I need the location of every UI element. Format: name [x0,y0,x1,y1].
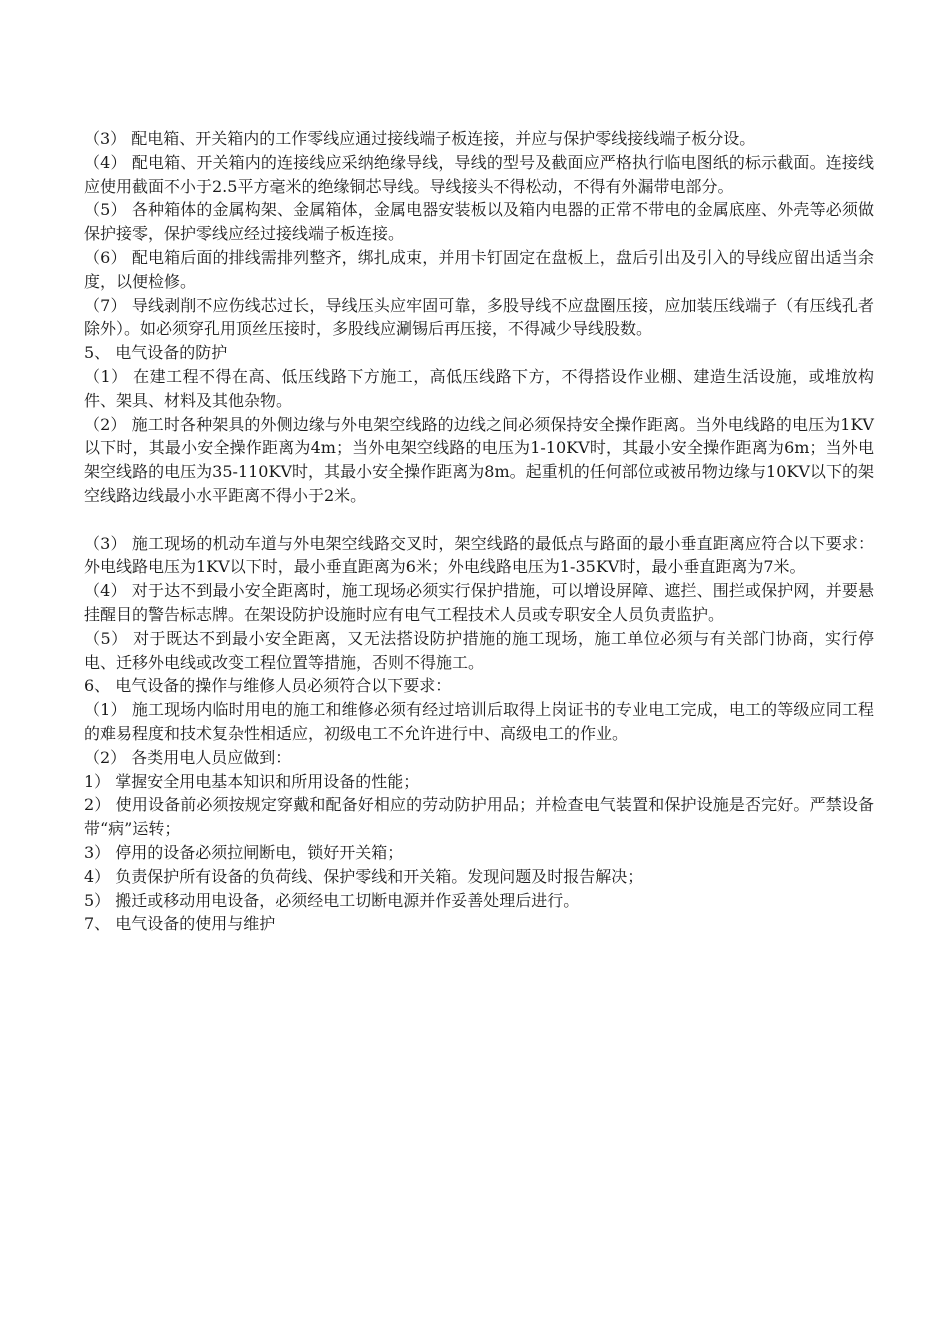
paragraph-protection-3: （3） 施工现场的机动车道与外电架空线路交叉时，架空线路的最低点与路面的最小垂直距离应符合以下要求：外电线路电压为1KV以下时，最小垂直距离为6米；外电线路电压为1-35KV时，最小垂直距离为7米。 [84,533,874,577]
paragraph-protection-5: （5） 对于既达不到最小安全距离，又无法搭设防护措施的施工现场，施工单位必须与有关部门协商，实行停电、迁移外电线或改变工程位置等措施，否则不得施工。 [84,628,874,672]
paragraph-item-4-wiring: （4） 配电箱、开关箱内的连接线应采纳绝缘导线，导线的型号及截面应严格执行临电图纸的标示截面。连接线应使用截面不小于2.5平方毫米的绝缘铜芯导线。导线接头不得松动，不得有外漏带电部分。 [84,152,874,196]
document-page [84,127,874,936]
list-item-2: 2） 使用设备前必须按规定穿戴和配备好相应的劳动防护用品；并检查电气装置和保护设施是否完好。严禁设备带“病”运转； [84,795,874,839]
paragraph-protection-4: （4） 对于达不到最小安全距离时，施工现场必须实行保护措施，可以增设屏障、遮拦、围拦或保护网，并要悬挂醒目的警告标志牌。在架设防护设施时应有电气工程技术人员或专职安全人员负责监护。 [84,581,874,624]
paragraph-item-6-routing: （6） 配电箱后面的排线需排列整齐，绑扎成束，并用卡钉固定在盘板上，盘后引出及引入的导线应留出适当余度，以便检修。 [84,247,874,291]
paragraph-item-3-terminal: （3） 配电箱、开关箱内的工作零线应通过接线端子板连接，并应与保护零线接线端子板分设。 [84,129,756,148]
paragraph-personnel-2: （2） 各类用电人员应做到： [84,747,292,767]
list-item-1: 1） 掌握安全用电基本知识和所用设备的性能； [84,771,420,791]
section-heading-7: 7、 电气设备的使用与维护 [84,914,276,934]
paragraph-protection-2: （2） 施工时各种架具的外侧边缘与外电架空线路的边线之间必须保持安全操作距离。当外电线路的电压为1KV以下时，其最小安全操作距离为4m；当外电架空线路的电压为1-10KV时，其最小安全操作距离为6m；当外电架空线路的电压为35-110KV时，其最小安全操作距离为8m。起重机的任何部位或被吊物边缘与10KV以下的架空线路边线最小水平距离不得小于2米。 [84,414,874,505]
paragraph-personnel-1: （1） 施工现场内临时用电的施工和维修必须有经过培训后取得上岗证书的专业电工完成，电工的等级应同工程的难易程度和技术复杂性相适应，初级电工不允许进行中、高级电工的作业。 [84,700,874,743]
list-item-5: 5） 搬迁或移动用电设备，必须经电工切断电源并作妥善处理后进行。 [84,890,580,910]
section-heading-5: 5、 电气设备的防护 [84,343,228,363]
list-item-4: 4） 负责保护所有设备的负荷线、保护零线和开关箱。发现问题及时报告解决； [84,866,644,886]
paragraph-item-5-grounding: （5） 各种箱体的金属构架、金属箱体，金属电器安装板以及箱内电器的正常不带电的金属底座、外壳等必须做保护接零，保护零线应经过接线端子板连接。 [84,200,874,244]
paragraph-item-7-stripping: （7） 导线剥削不应伤线芯过长，导线压头应牢固可靠，多股导线不应盘圈压接，应加装压线端子（有压线孔者除外）。如必须穿孔用顶丝压接时，多股线应涮锡后再压接，不得减少导线股数。 [84,295,874,339]
section-heading-6: 6、 电气设备的操作与维修人员必须符合以下要求： [84,676,452,696]
list-item-3: 3） 停用的设备必须拉闸断电，锁好开关箱； [84,842,404,862]
paragraph-protection-1: （1） 在建工程不得在高、低压线路下方施工，高低压线路下方，不得搭设作业棚、建造生活设施，或堆放构件、架具、材料及其他杂物。 [84,366,874,410]
blank-line [84,508,874,532]
